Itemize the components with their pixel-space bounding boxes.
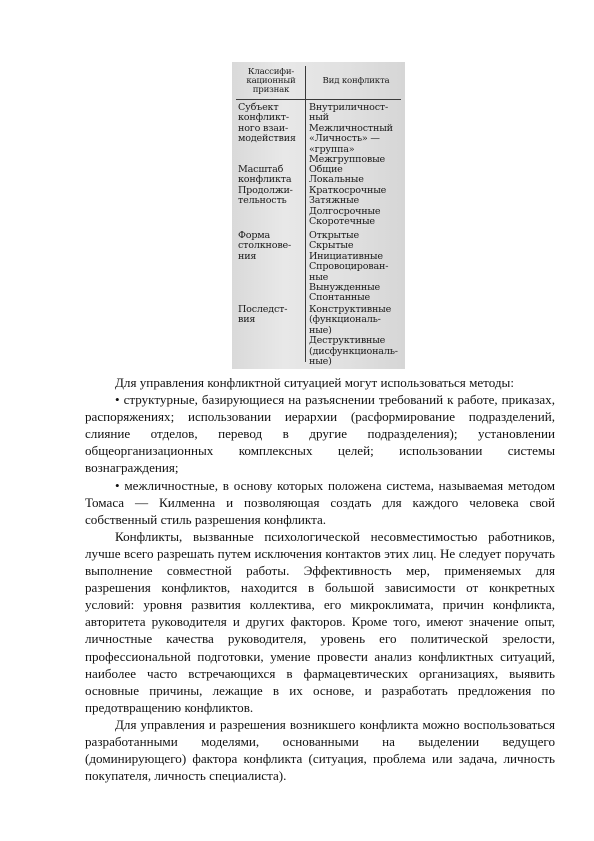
table-header-divider [236, 99, 401, 100]
conflict-classification-table-image [232, 62, 405, 369]
paragraph-conflict-resolution: Конфликты, вызванные психологической несовместимостью работников, лучше всего разрешать путем исключения контактов этих лиц. Не следует поручать выполнение совместной работы. Эффективность мер, применяемых для разрешения конфликтов, находится в большой зависимости от конкретных условий: уровня развития коллектива, его микроклимата, причин конфликта, авторитета руководителя и других факторов. Кроме того, имеют значение опыт, личностные качества руководителя, уровень его политической зрелости, профессиональной подготовки, умение провести анализ конфликтных ситуаций, наиболее часто встречающихся в фармацевтических организациях, выявить основные причины, лежащие в их основе, и разработать предложения по предотвращению конфликтов. [85, 528, 555, 715]
table-row-kinds-form: Открытые Скрытые Инициативные Спровоцирован- ные Вынужденные Спонтанные [309, 230, 389, 304]
paragraph-conflict-models: Для управления и разрешения возникшего конфликта можно воспользоваться разработанными моделями, основанными на выделении ведущего (доминирующего) фактора конфликта (ситуация, проблема или задача, личность покупателя, личность специалиста). [85, 716, 555, 784]
table-column-divider [305, 66, 306, 362]
table-row-kinds-subject: Внутриличност- ный Межличностный «Личность» — «группа» Межгрупповые [309, 102, 393, 166]
table-row-kinds-scale: Общие Локальные [309, 164, 364, 186]
paragraph-structural-methods: • структурные, базирующиеся на разъяснении требований к работе, приказах, распоряжениях; использовании иерархии (расформирование подразделений, слияние отделов, перевод в другие подразделения); установлении общеорганизационных комплексных целей; использовании системы вознаграждения; [85, 392, 555, 476]
table-row-feature-consequences: Последст- вия [238, 304, 288, 326]
table-row-feature-form: Форма столкнове- ния [238, 230, 292, 262]
table-row-kinds-consequences: Конструктивные (функциональ- ные) Деструктивные (дисфункциональ- ные) [309, 304, 398, 368]
table-row-feature-scale: Масштаб конфликта [238, 164, 292, 186]
table-header-kind: Вид конфликта [322, 76, 390, 86]
table-row-kinds-duration: Краткосрочные Затяжные Долгосрочные Скоротечные [309, 185, 387, 228]
table-header-feature: Классифи- кационный признак [246, 67, 296, 96]
paragraph-methods-intro: Для управления конфликтной ситуацией могут использоваться методы: [115, 375, 514, 390]
table-row-feature-duration: Продолжи- тельность [238, 185, 293, 207]
paragraph-interpersonal-methods: • межличностные, в основу которых положена система, называемая методом Томаса — Килменна и позволяющая создать для каждого человека свой собственный стиль разрешения конфликта. [85, 477, 555, 527]
table-row-feature-subject: Субъект конфликт- ного взаи- модействия [238, 102, 296, 145]
document-body [85, 374, 555, 784]
